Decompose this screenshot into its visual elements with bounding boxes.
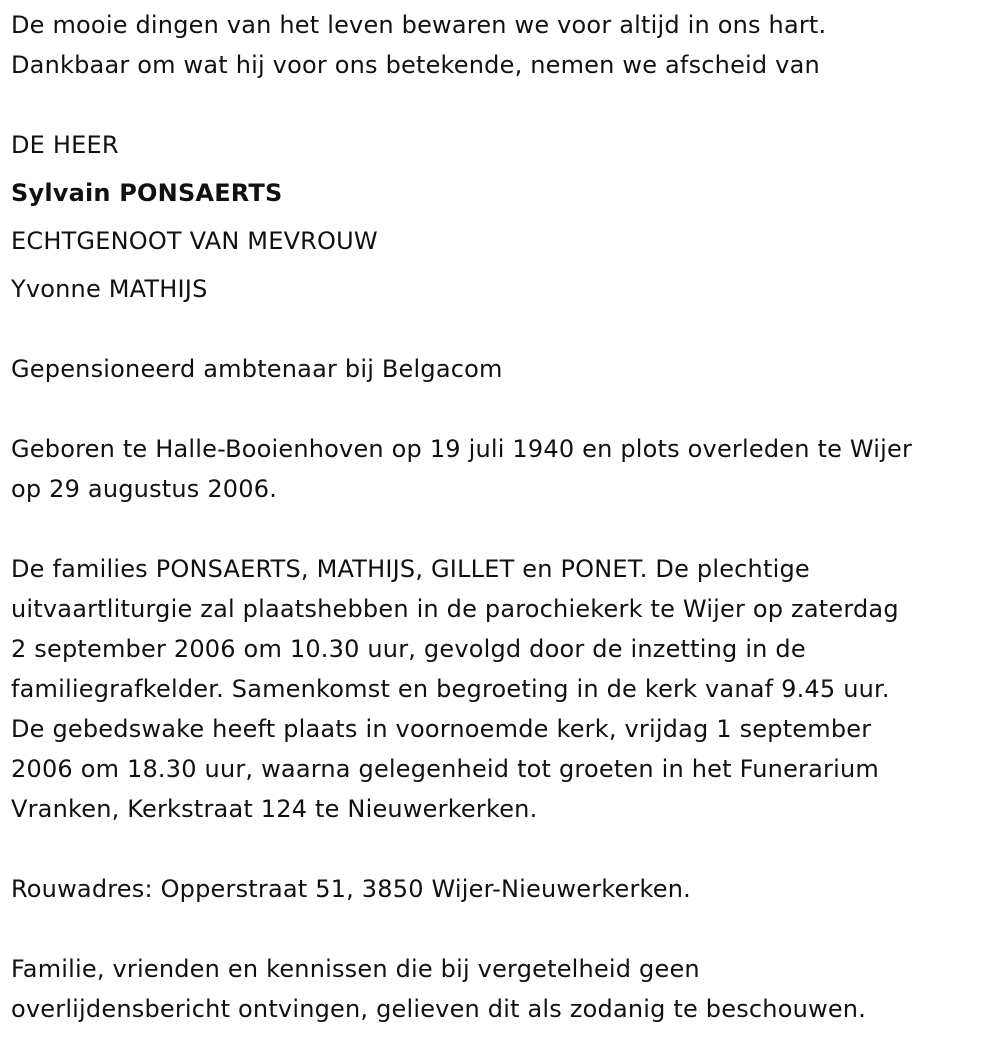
spouse-name: Yvonne MATHIJS [11, 275, 208, 303]
occupation: Gepensioneerd ambtenaar bij Belgacom [11, 355, 503, 383]
closing-line-1: Familie, vrienden en kennissen die bij vergetelheid geen [11, 955, 700, 983]
birth-death-line-1: Geboren te Halle-Booienhoven op 19 juli 1940 en plots overleden te Wijer [11, 435, 913, 463]
deceased-relation: ECHTGENOOT VAN MEVROUW [11, 227, 378, 255]
funeral-line-5: De gebedswake heeft plaats in voornoemde kerk, vrijdag 1 september [11, 715, 872, 743]
funeral-line-4: familiegrafkelder. Samenkomst en begroeting in de kerk vanaf 9.45 uur. [11, 675, 890, 703]
funeral-line-3: 2 september 2006 om 10.30 uur, gevolgd door de inzetting in de [11, 635, 806, 663]
funeral-line-1: De families PONSAERTS, MATHIJS, GILLET en PONET. De plechtige [11, 555, 810, 583]
intro-line-1: De mooie dingen van het leven bewaren we voor altijd in ons hart. [11, 11, 827, 39]
funeral-line-6: 2006 om 18.30 uur, waarna gelegenheid tot groeten in het Funerarium [11, 755, 879, 783]
deceased-name: Sylvain PONSAERTS [11, 179, 283, 207]
intro-line-2: Dankbaar om wat hij voor ons betekende, nemen we afscheid van [11, 51, 820, 79]
closing-line-2: overlijdensbericht ontvingen, gelieven dit als zodanig te beschouwen. [11, 995, 867, 1023]
funeral-line-2: uitvaartliturgie zal plaatshebben in de parochiekerk te Wijer op zaterdag [11, 595, 899, 623]
mourning-address: Rouwadres: Opperstraat 51, 3850 Wijer-Nieuwerkerken. [11, 875, 691, 903]
birth-death-line-2: op 29 augustus 2006. [11, 475, 278, 503]
funeral-line-7: Vranken, Kerkstraat 124 te Nieuwerkerken. [11, 795, 538, 823]
deceased-title: DE HEER [11, 131, 119, 159]
